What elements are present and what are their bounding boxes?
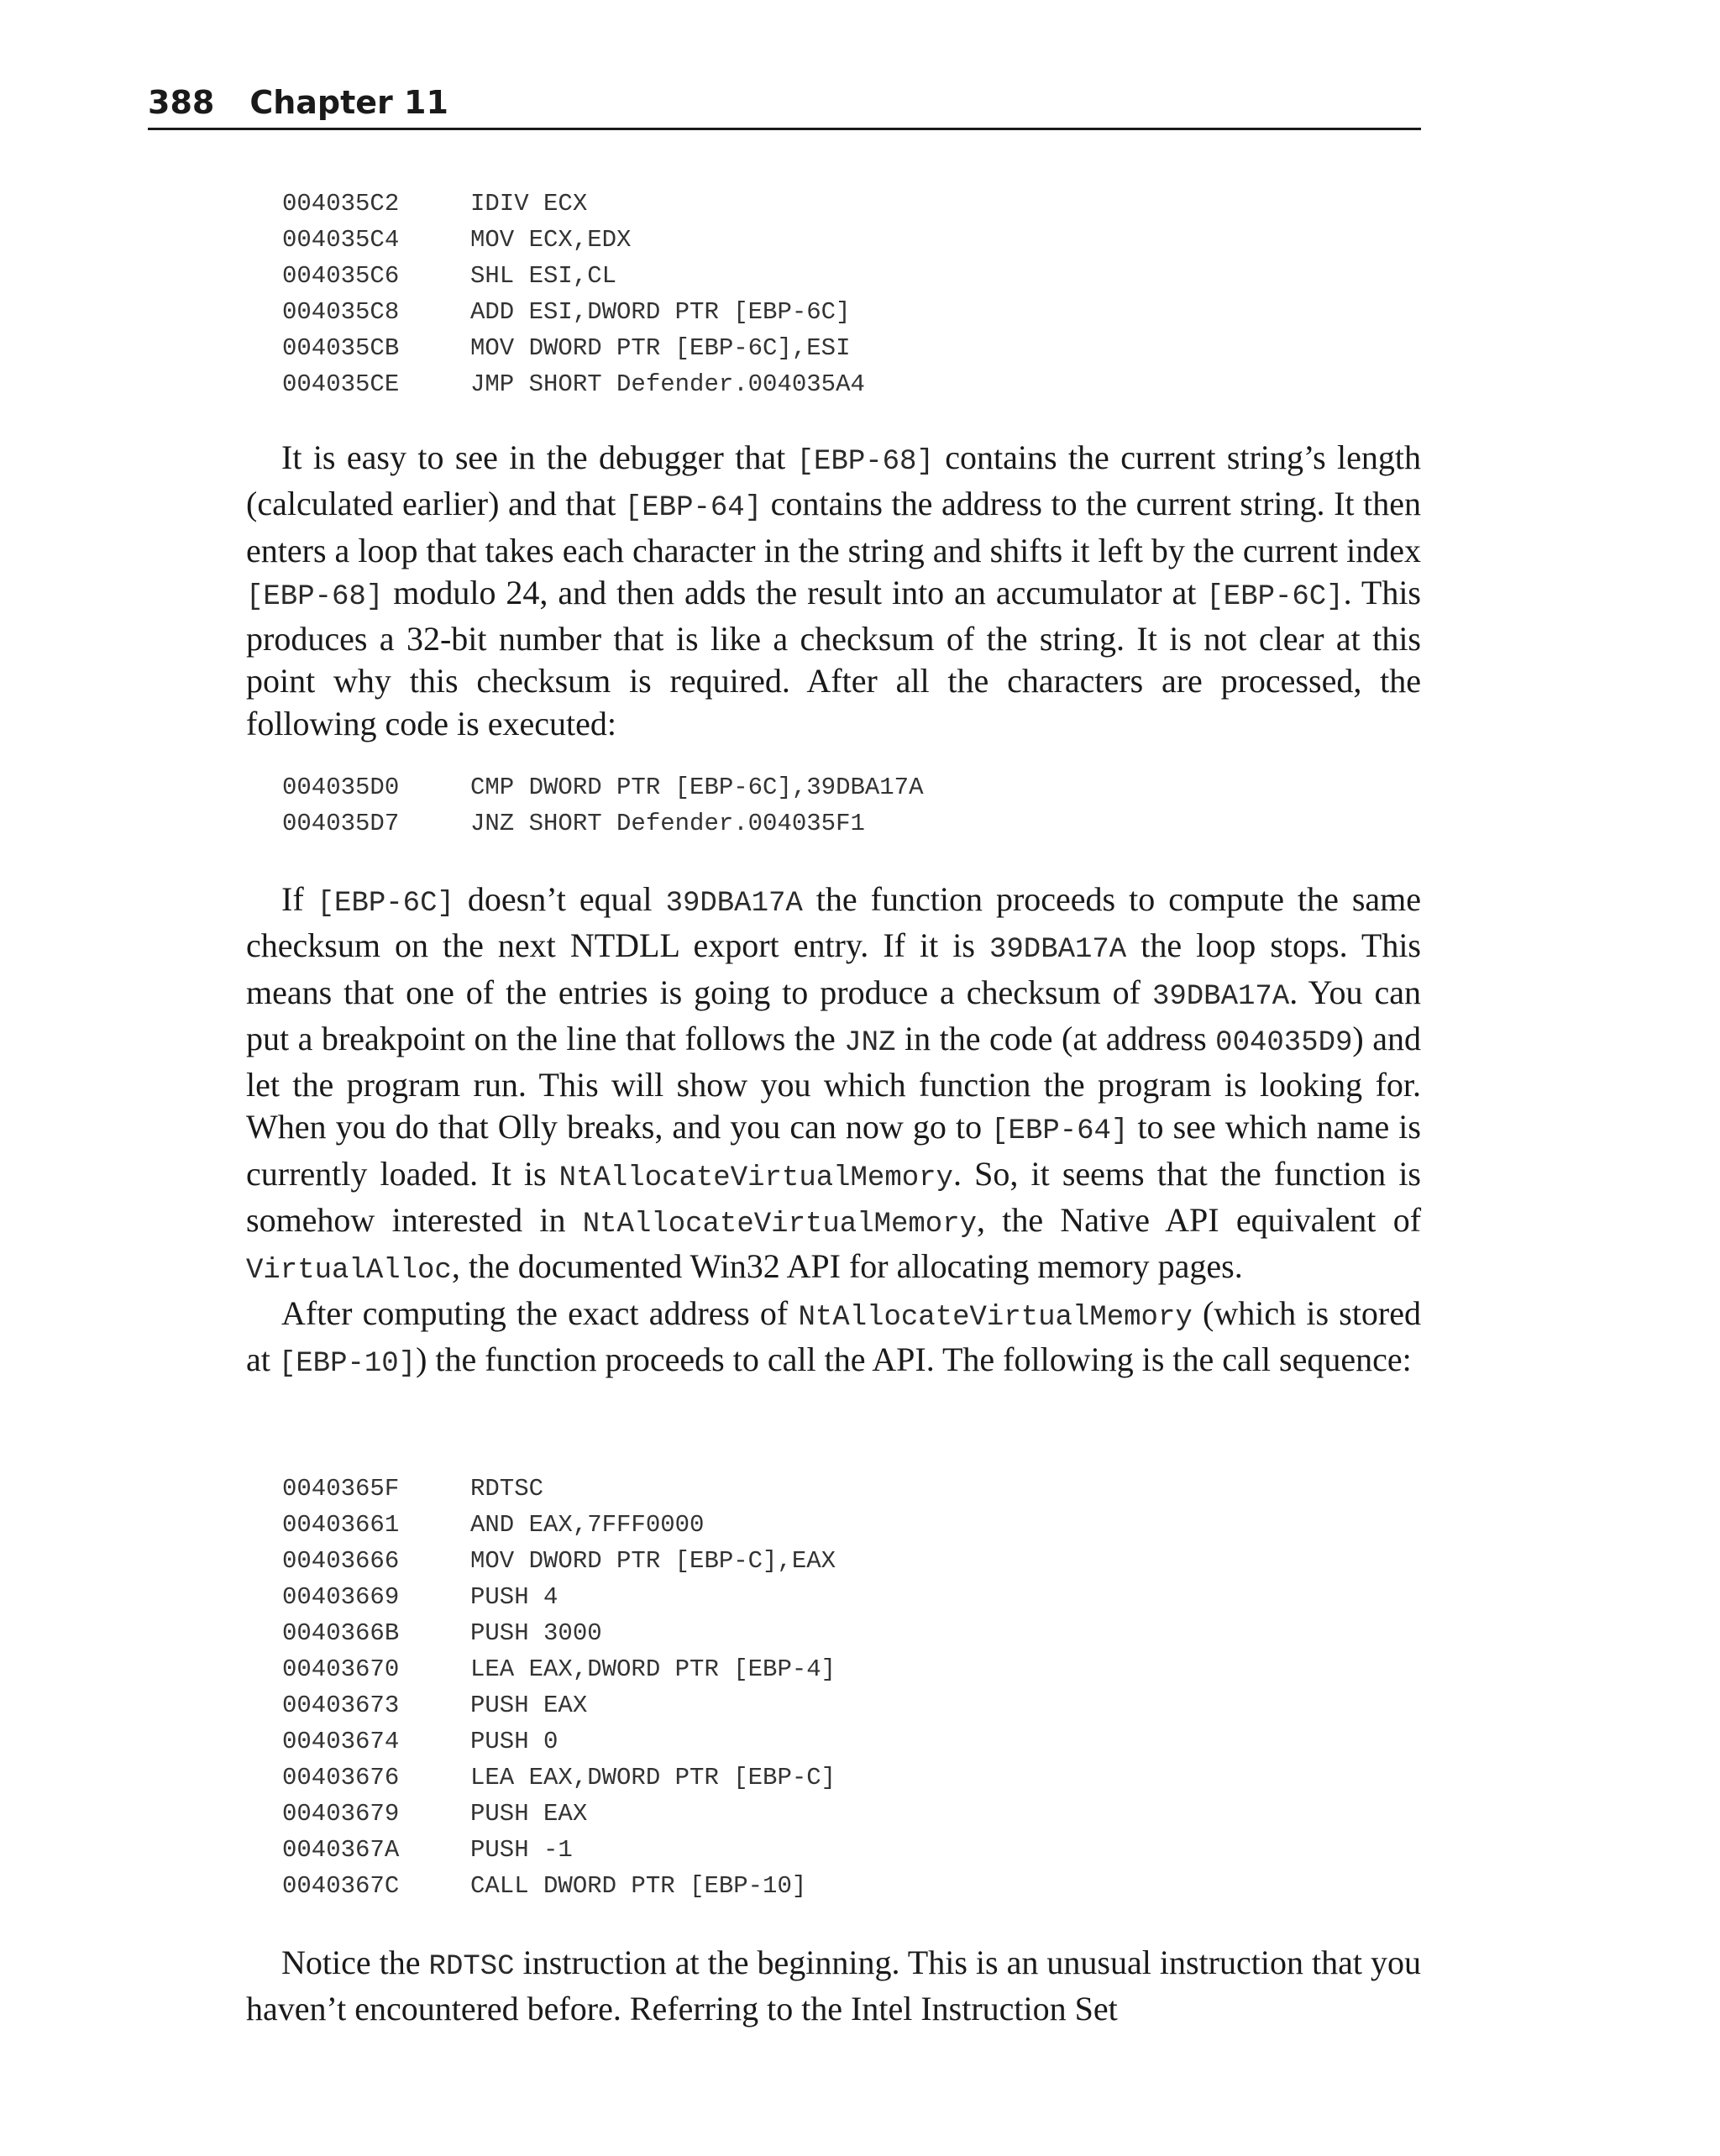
code-instruction: PUSH 4 <box>470 1583 558 1611</box>
inline-code: VirtualAlloc <box>246 1255 452 1288</box>
code-line <box>282 1796 836 1832</box>
code-address: 00403661 <box>282 1511 400 1539</box>
code-address: 004035C2 <box>282 190 400 218</box>
code-line <box>282 1471 836 1507</box>
inline-code: [EBP-64] <box>991 1115 1129 1148</box>
code-line <box>282 805 924 842</box>
code-address: 004035C8 <box>282 298 400 326</box>
inline-code: NtAllocateVirtualMemory <box>558 1162 953 1194</box>
text-run: (which is stored at <box>246 1293 1422 1378</box>
paragraph-text <box>246 437 1421 745</box>
code-instruction: RDTSC <box>470 1475 544 1503</box>
code-listing <box>282 186 865 402</box>
code-instruction: LEA EAX,DWORD PTR [EBP-C] <box>470 1764 836 1791</box>
code-line <box>282 1651 836 1687</box>
code-line <box>282 1507 836 1543</box>
code-address: 004035D7 <box>282 810 400 837</box>
code-line <box>282 1868 836 1904</box>
code-address: 004035CE <box>282 370 400 398</box>
inline-code: 39DBA17A <box>988 934 1127 967</box>
inline-code: 004035D9 <box>1215 1026 1353 1059</box>
code-instruction: LEA EAX,DWORD PTR [EBP-4] <box>470 1655 836 1683</box>
code-line <box>282 222 865 258</box>
code-line <box>282 258 865 294</box>
text-run: the function proceeds to compute the same checksum on the next NTDLL export entry. If it is <box>246 880 1422 965</box>
text-run: After computing the exact address of <box>281 1293 799 1332</box>
code-line <box>282 294 865 330</box>
text-run: ) and let the program run. This will show you which function the program is looking for. When you do that Olly breaks, and you can now go to <box>246 1019 1421 1146</box>
inline-code: [EBP-6C] <box>317 888 454 920</box>
code-instruction: MOV DWORD PTR [EBP-C],EAX <box>470 1547 836 1575</box>
code-line <box>282 1579 836 1615</box>
code-instruction: IDIV ECX <box>470 190 588 218</box>
code-line <box>282 1615 836 1651</box>
code-address: 0040367C <box>282 1872 400 1900</box>
code-line <box>282 1760 836 1796</box>
code-instruction: PUSH -1 <box>470 1836 573 1864</box>
code-address: 0040366B <box>282 1619 400 1647</box>
inline-code: [EBP-68] <box>796 446 934 478</box>
text-run: Notice the <box>281 1944 429 1981</box>
text-run: If <box>281 880 317 918</box>
code-address: 00403674 <box>282 1728 400 1755</box>
inline-code: [EBP-68] <box>246 580 384 613</box>
code-instruction: MOV DWORD PTR [EBP-6C],ESI <box>470 334 851 362</box>
code-line <box>282 769 924 805</box>
code-instruction: CMP DWORD PTR [EBP-6C],39DBA17A <box>470 774 924 801</box>
inline-code: [EBP-10] <box>278 1347 417 1380</box>
text-run: . This produces a 32-bit number that is like a checksum of the string. It is not clear at this point why this checksum is required. After all the characters are processed, the following code is executed: <box>246 573 1421 742</box>
code-address: 00403676 <box>282 1764 400 1791</box>
inline-code: 39DBA17A <box>1151 980 1290 1013</box>
text-run: contains the current string’s length (calculated earlier) and that <box>246 438 1422 523</box>
code-line <box>282 1723 836 1760</box>
text-run: It is easy to see in the debugger that <box>281 438 797 476</box>
text-run: . You can put a breakpoint on the line that follows the <box>246 973 1422 1057</box>
text-run: ) the function proceeds to call the API. The following is the call sequence: <box>416 1340 1412 1378</box>
code-instruction: PUSH EAX <box>470 1692 588 1719</box>
page-number: 388 <box>148 84 215 121</box>
code-line <box>282 366 865 402</box>
code-instruction: JMP SHORT Defender.004035A4 <box>470 370 865 398</box>
code-address: 004035C6 <box>282 262 400 290</box>
text-run: contains the address to the current string. It then enters a loop that takes each character in the string and shifts it left by the current index <box>246 485 1421 569</box>
text-run: the loop stops. This means that one of the entries is going to produce a checksum of <box>246 926 1421 1011</box>
text-run: , the documented Win32 API for allocating memory pages. <box>451 1247 1243 1286</box>
page-header <box>148 77 1421 130</box>
body-paragraph <box>246 1942 1421 2031</box>
code-instruction: SHL ESI,CL <box>470 262 617 290</box>
inline-code: NtAllocateVirtualMemory <box>582 1209 978 1241</box>
code-address: 004035CB <box>282 334 400 362</box>
inline-code: JNZ <box>844 1026 896 1059</box>
paragraph-text <box>246 1942 1421 2031</box>
code-address: 0040365F <box>282 1475 400 1503</box>
code-address: 00403669 <box>282 1583 400 1611</box>
chapter-title: Chapter 11 <box>249 84 448 121</box>
code-line <box>282 186 865 222</box>
text-run: in the code (at address <box>895 1019 1216 1057</box>
text-run: modulo 24, and then adds the result into an accumulator at <box>383 573 1207 611</box>
code-line <box>282 330 865 366</box>
inline-code: [EBP-6C] <box>1206 580 1344 613</box>
text-run: to see which name is currently loaded. It is <box>246 1108 1421 1193</box>
inline-code: 39DBA17A <box>665 888 803 920</box>
code-instruction: PUSH 0 <box>470 1728 558 1755</box>
code-address: 0040367A <box>282 1836 400 1864</box>
text-run: instruction at the beginning. This is an unusual instruction that you haven’t encountered before. Referring to the Intel Instruction Set <box>246 1944 1421 2028</box>
body-paragraph <box>246 437 1421 745</box>
code-line <box>282 1832 836 1868</box>
inline-code: [EBP-64] <box>624 492 763 525</box>
text-run: . So, it seems that the function is somehow interested in <box>246 1154 1421 1240</box>
code-instruction: AND EAX,7FFF0000 <box>470 1511 705 1539</box>
code-listing <box>282 1471 836 1904</box>
code-instruction: PUSH 3000 <box>470 1619 602 1647</box>
code-instruction: ADD ESI,DWORD PTR [EBP-6C] <box>470 298 851 326</box>
code-line <box>282 1543 836 1579</box>
inline-code: RDTSC <box>428 1951 515 1983</box>
inline-code: NtAllocateVirtualMemory <box>798 1301 1193 1334</box>
body-paragraph <box>246 879 1421 1385</box>
code-instruction: MOV ECX,EDX <box>470 226 632 254</box>
code-address: 00403679 <box>282 1800 400 1828</box>
code-line <box>282 1687 836 1723</box>
code-address: 00403666 <box>282 1547 400 1575</box>
code-instruction: JNZ SHORT Defender.004035F1 <box>470 810 865 837</box>
code-instruction: PUSH EAX <box>470 1800 588 1828</box>
paragraph-text <box>246 879 1421 1293</box>
code-address: 00403670 <box>282 1655 400 1683</box>
paragraph-text <box>246 1293 1421 1386</box>
code-instruction: CALL DWORD PTR [EBP-10] <box>470 1872 807 1900</box>
code-address: 004035C4 <box>282 226 400 254</box>
code-address: 00403673 <box>282 1692 400 1719</box>
code-listing <box>282 769 924 842</box>
text-run: , the Native API equivalent of <box>977 1201 1422 1240</box>
text-run: doesn’t equal <box>454 880 666 918</box>
code-address: 004035D0 <box>282 774 400 801</box>
